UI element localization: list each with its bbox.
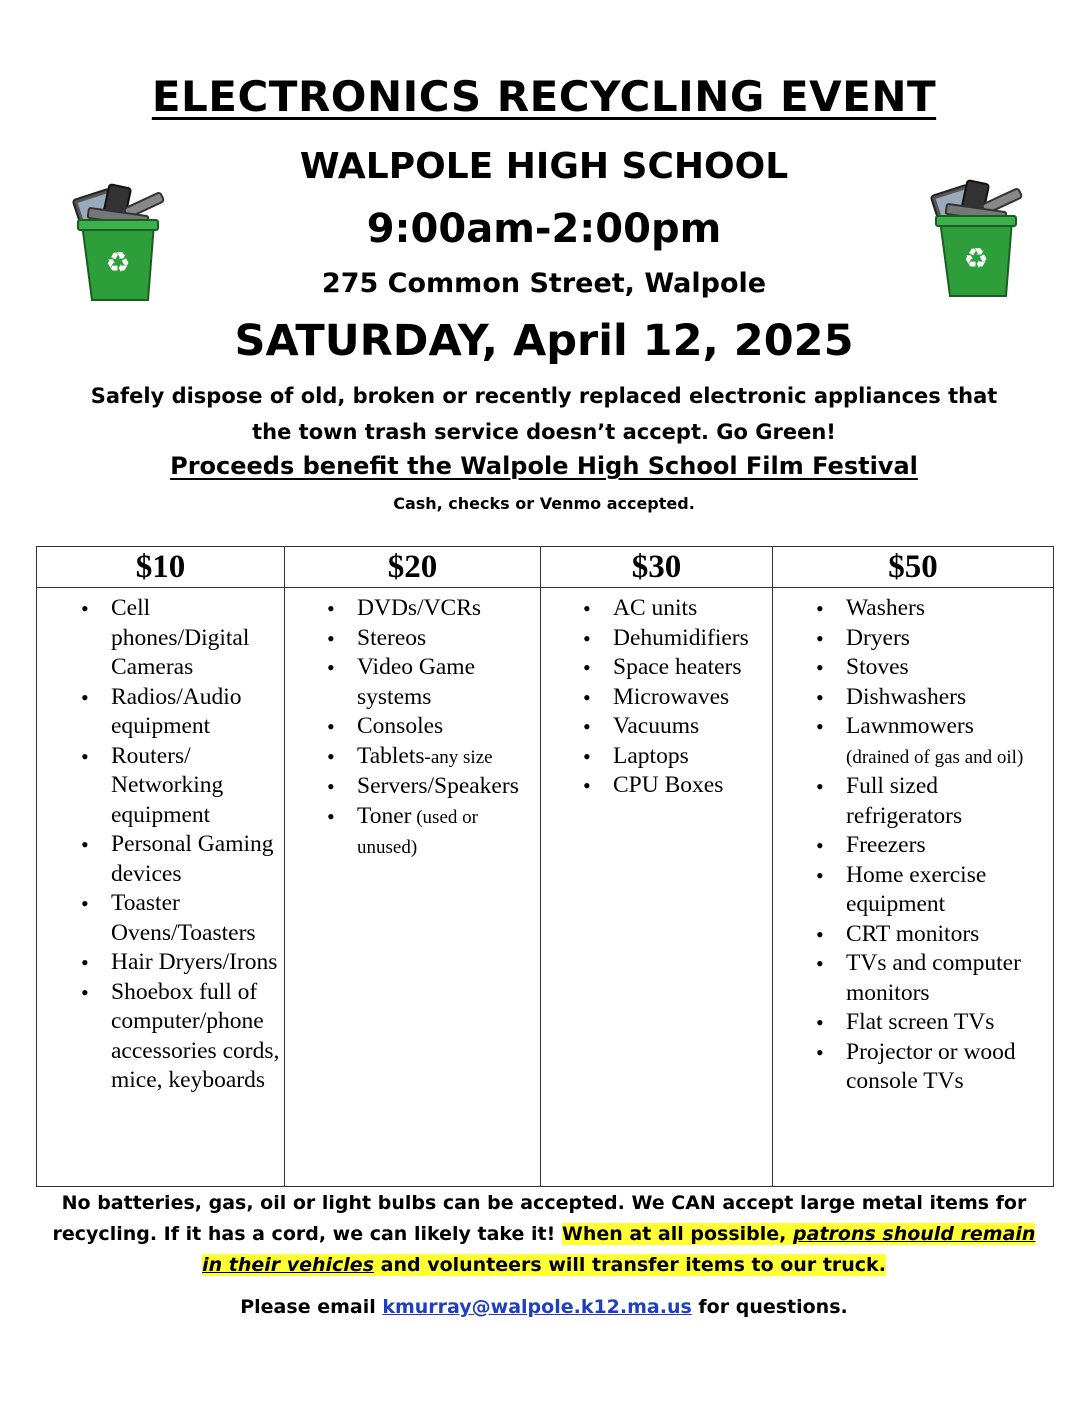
list-item: • Servers/Speakers bbox=[357, 772, 540, 802]
price-header-20: $20 bbox=[285, 547, 541, 588]
price-header-10: $10 bbox=[37, 547, 285, 588]
list-item: • Home exercise equipment bbox=[846, 861, 1053, 920]
list-item: • CPU Boxes bbox=[613, 771, 772, 801]
description-line-2: the town trash service doesn’t accept. Go Green! bbox=[252, 420, 836, 444]
list-item: • Personal Gaming devices bbox=[111, 830, 284, 889]
list-item: • Space heaters bbox=[613, 653, 772, 683]
event-address: 275 Common Street, Walpole bbox=[321, 268, 767, 299]
items-20-cell bbox=[285, 588, 541, 1187]
contact-suffix: for questions. bbox=[691, 1296, 848, 1318]
list-item: • CRT monitors bbox=[846, 920, 1053, 950]
vehicle-notice-start: When at all possible, bbox=[561, 1223, 794, 1245]
list-item: • Toaster Ovens/Toasters bbox=[111, 889, 284, 948]
items-20-list bbox=[285, 594, 540, 863]
restrictions-note bbox=[50, 1188, 1038, 1281]
items-10-cell bbox=[37, 588, 285, 1187]
items-30-list bbox=[541, 594, 772, 801]
list-item: • Hair Dryers/Irons bbox=[111, 948, 284, 978]
vehicle-notice-end: and volunteers will transfer items to our truck. bbox=[374, 1254, 886, 1276]
event-title: ELECTRONICS RECYCLING EVENT bbox=[151, 72, 937, 121]
price-table bbox=[36, 546, 1054, 1187]
list-item bbox=[357, 802, 540, 863]
price-header-row bbox=[37, 547, 1054, 588]
list-item: • AC units bbox=[613, 594, 772, 624]
svg-text:♻: ♻ bbox=[963, 242, 989, 275]
contact-line bbox=[0, 1296, 1088, 1318]
list-item: • Video Game systems bbox=[357, 653, 540, 712]
item-tablets: Tablets bbox=[357, 742, 425, 769]
list-item: • Shoebox full of computer/phone accessories cords, mice, keyboards bbox=[111, 978, 284, 1096]
price-header-50: $50 bbox=[773, 547, 1054, 588]
list-item: • TVs and computer monitors bbox=[846, 949, 1053, 1008]
svg-text:♻: ♻ bbox=[105, 246, 131, 279]
list-item: • Consoles bbox=[357, 712, 540, 742]
recycling-bin-icon bbox=[926, 168, 1036, 298]
items-30-cell bbox=[541, 588, 773, 1187]
event-date: SATURDAY, April 12, 2025 bbox=[234, 316, 854, 366]
list-item: • DVDs/VCRs bbox=[357, 594, 540, 624]
price-header-30: $30 bbox=[541, 547, 773, 588]
list-item bbox=[357, 742, 540, 773]
price-items-row bbox=[37, 588, 1054, 1187]
items-10-list bbox=[37, 594, 284, 1096]
list-item: • Full sized refrigerators bbox=[846, 772, 1053, 831]
list-item: • Freezers bbox=[846, 831, 1053, 861]
item-note-tablets: -any size bbox=[424, 746, 493, 768]
list-item: • Dehumidifiers bbox=[613, 624, 772, 654]
list-item: • Dryers bbox=[846, 624, 1053, 654]
list-item: • Stereos bbox=[357, 624, 540, 654]
list-item: • Washers bbox=[846, 594, 1053, 624]
vehicle-notice-emphasis: patrons should remain in their vehicles bbox=[202, 1223, 1036, 1276]
item-note-lawnmowers: (drained of gas and oil) bbox=[846, 746, 1024, 768]
list-item: • Routers/ Networking equipment bbox=[111, 742, 284, 831]
list-item: • Microwaves bbox=[613, 683, 772, 713]
contact-prefix: Please email bbox=[240, 1296, 383, 1318]
item-toner: Toner bbox=[357, 802, 412, 829]
item-note-toner: (used or unused) bbox=[357, 806, 478, 858]
list-item: • Cell phones/Digital Cameras bbox=[111, 594, 284, 683]
list-item: • Laptops bbox=[613, 742, 772, 772]
restrictions-text: No batteries, gas, oil or light bulbs can be accepted. We CAN accept large metal items for recycling. If it has a cord, we can likely take it! bbox=[52, 1192, 1027, 1245]
event-time: 9:00am-2:00pm bbox=[366, 206, 722, 252]
list-item: • Flat screen TVs bbox=[846, 1008, 1053, 1038]
payment-note: Cash, checks or Venmo accepted. bbox=[393, 494, 695, 513]
items-50-list bbox=[773, 594, 1053, 1097]
list-item: • Vacuums bbox=[613, 712, 772, 742]
item-lawnmowers: Lawnmowers bbox=[846, 713, 974, 739]
list-item: • Radios/Audio equipment bbox=[111, 683, 284, 742]
list-item: • Dishwashers bbox=[846, 683, 1053, 713]
event-description bbox=[60, 378, 1028, 450]
list-item bbox=[846, 712, 1053, 772]
email-link[interactable]: kmurray@walpole.k12.ma.us bbox=[382, 1296, 692, 1318]
list-item: • Projector or wood console TVs bbox=[846, 1038, 1053, 1097]
recycling-bin-icon bbox=[68, 172, 178, 302]
school-name: WALPOLE HIGH SCHOOL bbox=[299, 146, 789, 187]
proceeds-note: Proceeds benefit the Walpole High School Film Festival bbox=[170, 452, 918, 480]
description-line-1: Safely dispose of old, broken or recently replaced electronic appliances that bbox=[90, 384, 998, 408]
items-50-cell bbox=[773, 588, 1054, 1187]
list-item: • Stoves bbox=[846, 653, 1053, 683]
